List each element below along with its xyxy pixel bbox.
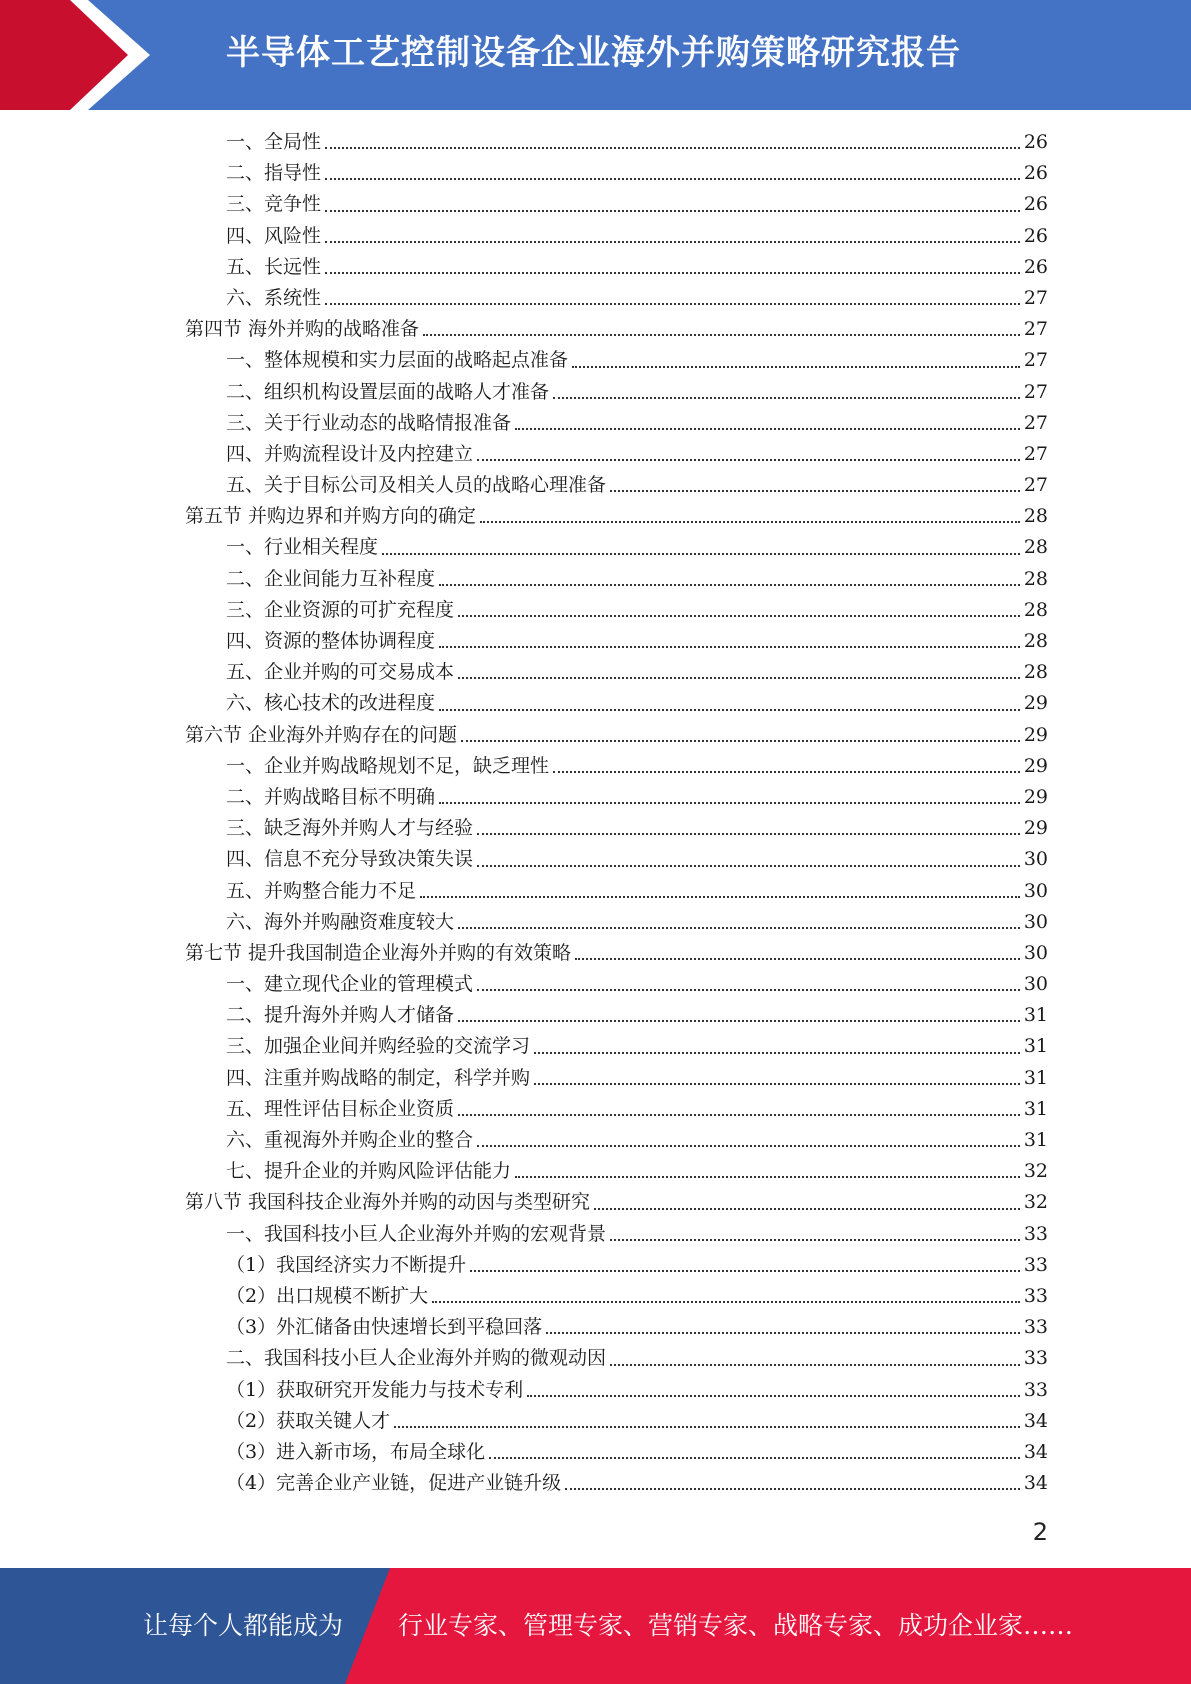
toc-entry-label: 六、重视海外并购企业的整合 <box>226 1129 474 1151</box>
toc-entry-label: 一、行业相关程度 <box>226 536 379 559</box>
toc-entry-label: （3）外汇储备由快速增长到平稳回落 <box>226 1316 543 1339</box>
toc-section-entry[interactable] <box>0 1187 1191 1218</box>
toc-entry[interactable] <box>0 1281 1191 1312</box>
toc-entry-label: 五、并购整合能力不足 <box>226 879 417 902</box>
toc-entry-page: 33 <box>1023 1347 1048 1370</box>
toc-entry-page: 28 <box>1023 661 1048 684</box>
toc-entry-label: 五、长远性 <box>226 255 322 278</box>
toc-entry[interactable] <box>0 252 1191 283</box>
toc-dot-leader <box>394 1425 1020 1428</box>
page-number: 2 <box>1032 1518 1048 1546</box>
toc-entry[interactable] <box>0 907 1191 938</box>
toc-entry-label: （1）获取研究开发能力与技术专利 <box>226 1378 524 1401</box>
toc-dot-leader <box>572 365 1020 368</box>
toc-entry[interactable] <box>0 688 1191 719</box>
toc-dot-leader <box>610 489 1020 492</box>
toc-dot-leader <box>458 614 1020 617</box>
toc-entry-page: 30 <box>1023 848 1048 871</box>
report-title: 半导体工艺控制设备企业海外并购策略研究报告 <box>226 33 961 73</box>
toc-entry-page: 31 <box>1023 1129 1048 1151</box>
toc-dot-leader <box>432 1300 1020 1303</box>
toc-entry-label: 六、海外并购融资难度较大 <box>226 910 455 933</box>
toc-entry-label: 三、缺乏海外并购人才与经验 <box>226 817 474 840</box>
toc-entry-page: 27 <box>1023 474 1048 497</box>
toc-entry[interactable] <box>0 813 1191 844</box>
toc-dot-leader <box>477 832 1020 835</box>
toc-dot-leader <box>458 1113 1020 1116</box>
toc-dot-leader <box>515 1175 1020 1178</box>
toc-dot-leader <box>382 552 1020 555</box>
toc-dot-leader <box>594 1207 1020 1210</box>
toc-entry-label: （4）完善企业产业链，促进产业链升级 <box>226 1472 562 1495</box>
toc-entry[interactable] <box>0 595 1191 626</box>
toc-dot-leader <box>325 240 1020 243</box>
toc-entry-label: 一、我国科技小巨人企业海外并购的宏观背景 <box>226 1222 607 1245</box>
toc-dot-leader <box>480 520 1020 523</box>
toc-dot-leader <box>439 645 1020 648</box>
toc-section-entry[interactable] <box>0 720 1191 751</box>
page-header <box>0 0 1191 110</box>
toc-entry-page: 30 <box>1023 910 1048 933</box>
toc-entry-label: 六、系统性 <box>226 286 322 309</box>
toc-entry-page: 34 <box>1023 1409 1048 1432</box>
footer-slogan-right: 行业专家、管理专家、营销专家、战略专家、成功企业家…… <box>398 1611 1074 1640</box>
toc-dot-leader <box>420 895 1020 898</box>
toc-entry-label: 四、注重并购战略的制定，科学并购 <box>226 1066 531 1089</box>
toc-entry-page: 34 <box>1023 1440 1048 1463</box>
toc-dot-leader <box>534 1051 1020 1054</box>
toc-entry[interactable] <box>0 782 1191 813</box>
toc-entry[interactable] <box>0 1343 1191 1374</box>
toc-dot-leader <box>527 1394 1020 1397</box>
toc-entry[interactable] <box>0 1312 1191 1343</box>
toc-entry-label: 第八节 我国科技企业海外并购的动因与类型研究 <box>185 1191 591 1214</box>
toc-entry-page: 26 <box>1023 255 1048 278</box>
toc-entry[interactable] <box>0 158 1191 189</box>
toc-entry-page: 28 <box>1023 567 1048 590</box>
toc-entry-label: 一、建立现代企业的管理模式 <box>226 973 474 996</box>
toc-entry-page: 28 <box>1023 505 1048 528</box>
toc-entry-page: 29 <box>1023 723 1048 746</box>
toc-entry-label: 一、整体规模和实力层面的战略起点准备 <box>226 349 569 372</box>
toc-section-entry[interactable] <box>0 938 1191 969</box>
toc-entry-label: 七、提升企业的并购风险评估能力 <box>226 1160 512 1183</box>
toc-dot-leader <box>610 1238 1020 1241</box>
toc-entry-label: 二、并购战略目标不明确 <box>226 785 436 808</box>
toc-entry-label: 第四节 海外并购的战略准备 <box>185 318 420 341</box>
toc-entry-label: 二、指导性 <box>226 162 322 185</box>
toc-entry-page: 29 <box>1023 754 1048 777</box>
toc-entry[interactable] <box>0 532 1191 563</box>
toc-entry[interactable] <box>0 1250 1191 1281</box>
toc-entry-page: 26 <box>1023 162 1048 185</box>
toc-entry-page: 29 <box>1023 817 1048 840</box>
toc-entry-page: 33 <box>1023 1316 1048 1339</box>
toc-entry[interactable] <box>0 876 1191 907</box>
toc-entry-page: 27 <box>1023 380 1048 403</box>
toc-dot-leader <box>515 427 1020 430</box>
toc-entry-page: 26 <box>1023 131 1048 153</box>
toc-dot-leader <box>610 1363 1020 1366</box>
footer-slogan-left: 让每个人都能成为 <box>143 1611 344 1640</box>
toc-entry-label: 二、组织机构设置层面的战略人才准备 <box>226 380 550 403</box>
toc-entry-label: 一、企业并购战略规划不足，缺乏理性 <box>226 754 550 777</box>
toc-dot-leader <box>477 864 1020 867</box>
toc-entry-page: 28 <box>1023 536 1048 559</box>
toc-entry-page: 31 <box>1023 1035 1048 1058</box>
toc-entry[interactable] <box>0 1125 1191 1156</box>
toc-entry-label: （3）进入新市场，布局全球化 <box>226 1440 486 1463</box>
toc-dot-leader <box>534 1082 1020 1085</box>
toc-entry[interactable] <box>0 408 1191 439</box>
toc-entry-page: 27 <box>1023 286 1048 309</box>
toc-entry-label: 第六节 企业海外并购存在的问题 <box>185 723 458 746</box>
toc-dot-leader <box>439 708 1020 711</box>
toc-entry-label: （2）出口规模不断扩大 <box>226 1284 429 1307</box>
toc-dot-leader <box>477 1144 1020 1147</box>
toc-dot-leader <box>325 271 1020 274</box>
toc-entry-label: 三、竞争性 <box>226 193 322 216</box>
toc-entry[interactable] <box>0 1063 1191 1094</box>
toc-entry[interactable] <box>0 345 1191 376</box>
toc-entry[interactable] <box>0 1219 1191 1250</box>
toc-entry-label: 五、理性评估目标企业资质 <box>226 1097 455 1120</box>
toc-entry-page: 29 <box>1023 692 1048 715</box>
toc-entry-page: 33 <box>1023 1222 1048 1245</box>
toc-entry-label: 四、风险性 <box>226 224 322 247</box>
toc-dot-leader <box>458 926 1020 929</box>
toc-entry-page: 27 <box>1023 411 1048 434</box>
toc-entry-page: 32 <box>1023 1160 1048 1183</box>
toc-entry[interactable] <box>0 1031 1191 1062</box>
toc-entry-label: 三、企业资源的可扩充程度 <box>226 598 455 621</box>
toc-dot-leader <box>477 988 1020 991</box>
toc-dot-leader <box>325 177 1020 180</box>
toc-dot-leader <box>325 209 1020 212</box>
toc-entry[interactable] <box>0 751 1191 782</box>
toc-entry-label: 五、企业并购的可交易成本 <box>226 661 455 684</box>
toc-entry[interactable] <box>0 564 1191 595</box>
toc-entry-label: 第五节 并购边界和并购方向的确定 <box>185 505 477 528</box>
toc-dot-leader <box>461 739 1020 742</box>
toc-entry-page: 31 <box>1023 1097 1048 1120</box>
toc-entry-label: 二、提升海外并购人才储备 <box>226 1004 455 1027</box>
toc-entry[interactable] <box>0 470 1191 501</box>
toc-dot-leader <box>325 146 1020 149</box>
toc-entry-label: 二、我国科技小巨人企业海外并购的微观动因 <box>226 1347 607 1370</box>
toc-entry-page: 27 <box>1023 318 1048 341</box>
toc-entry-page: 30 <box>1023 879 1048 902</box>
toc-dot-leader <box>575 957 1020 960</box>
toc-entry-page: 30 <box>1023 973 1048 996</box>
toc-dot-leader <box>325 302 1020 305</box>
table-of-contents <box>0 127 1191 1499</box>
toc-entry-label: 三、关于行业动态的战略情报准备 <box>226 411 512 434</box>
toc-entry-page: 33 <box>1023 1284 1048 1307</box>
toc-entry[interactable] <box>0 1437 1191 1468</box>
toc-entry-page: 34 <box>1023 1472 1048 1495</box>
toc-entry-page: 33 <box>1023 1378 1048 1401</box>
toc-entry-label: （2）获取关键人才 <box>226 1409 391 1432</box>
toc-entry-label: 五、关于目标公司及相关人员的战略心理准备 <box>226 474 607 497</box>
toc-dot-leader <box>553 770 1020 773</box>
toc-dot-leader <box>546 1331 1020 1334</box>
toc-dot-leader <box>477 458 1020 461</box>
toc-dot-leader <box>423 333 1020 336</box>
toc-entry[interactable] <box>0 189 1191 220</box>
toc-entry-label: 三、加强企业间并购经验的交流学习 <box>226 1035 531 1058</box>
toc-entry[interactable] <box>0 377 1191 408</box>
toc-entry[interactable] <box>0 626 1191 657</box>
toc-entry-page: 26 <box>1023 224 1048 247</box>
toc-entry[interactable] <box>0 1156 1191 1187</box>
toc-dot-leader <box>489 1456 1020 1459</box>
toc-entry-page: 30 <box>1023 941 1048 964</box>
toc-entry[interactable] <box>0 1406 1191 1437</box>
toc-section-entry[interactable] <box>0 314 1191 345</box>
toc-entry-page: 29 <box>1023 785 1048 808</box>
toc-dot-leader <box>565 1487 1020 1490</box>
toc-dot-leader <box>470 1269 1020 1272</box>
toc-entry-label: 四、信息不充分导致决策失误 <box>226 848 474 871</box>
toc-entry-page: 26 <box>1023 193 1048 216</box>
toc-entry-page: 28 <box>1023 598 1048 621</box>
toc-dot-leader <box>458 1019 1020 1022</box>
toc-entry-label: 第七节 提升我国制造企业海外并购的有效策略 <box>185 941 572 964</box>
toc-dot-leader <box>439 801 1020 804</box>
toc-entry[interactable] <box>0 657 1191 688</box>
toc-entry-page: 31 <box>1023 1004 1048 1027</box>
toc-entry-label: 四、并购流程设计及内控建立 <box>226 442 474 465</box>
toc-entry-page: 28 <box>1023 630 1048 652</box>
toc-entry[interactable] <box>0 844 1191 875</box>
toc-dot-leader <box>458 676 1020 679</box>
toc-entry-label: 六、核心技术的改进程度 <box>226 692 436 715</box>
toc-entry[interactable] <box>0 1468 1191 1499</box>
toc-entry[interactable] <box>0 969 1191 1000</box>
toc-entry[interactable] <box>0 127 1191 158</box>
toc-entry-page: 33 <box>1023 1253 1048 1276</box>
toc-entry-label: （1）我国经济实力不断提升 <box>226 1253 467 1276</box>
toc-entry-label: 四、资源的整体协调程度 <box>226 630 436 652</box>
toc-entry[interactable] <box>0 1094 1191 1125</box>
header-red-chevron <box>0 0 140 110</box>
toc-entry-page: 32 <box>1023 1191 1048 1214</box>
toc-entry-page: 27 <box>1023 349 1048 372</box>
toc-entry[interactable] <box>0 1000 1191 1031</box>
page-footer <box>0 1568 1191 1684</box>
toc-dot-leader <box>439 583 1020 586</box>
toc-dot-leader <box>553 396 1020 399</box>
toc-section-entry[interactable] <box>0 501 1191 532</box>
toc-entry[interactable] <box>0 1375 1191 1406</box>
toc-entry-page: 27 <box>1023 442 1048 465</box>
toc-entry[interactable] <box>0 439 1191 470</box>
toc-entry[interactable] <box>0 221 1191 252</box>
toc-entry-label: 一、全局性 <box>226 131 322 153</box>
toc-entry-label: 二、企业间能力互补程度 <box>226 567 436 590</box>
toc-entry-page: 31 <box>1023 1066 1048 1089</box>
toc-entry[interactable] <box>0 283 1191 314</box>
